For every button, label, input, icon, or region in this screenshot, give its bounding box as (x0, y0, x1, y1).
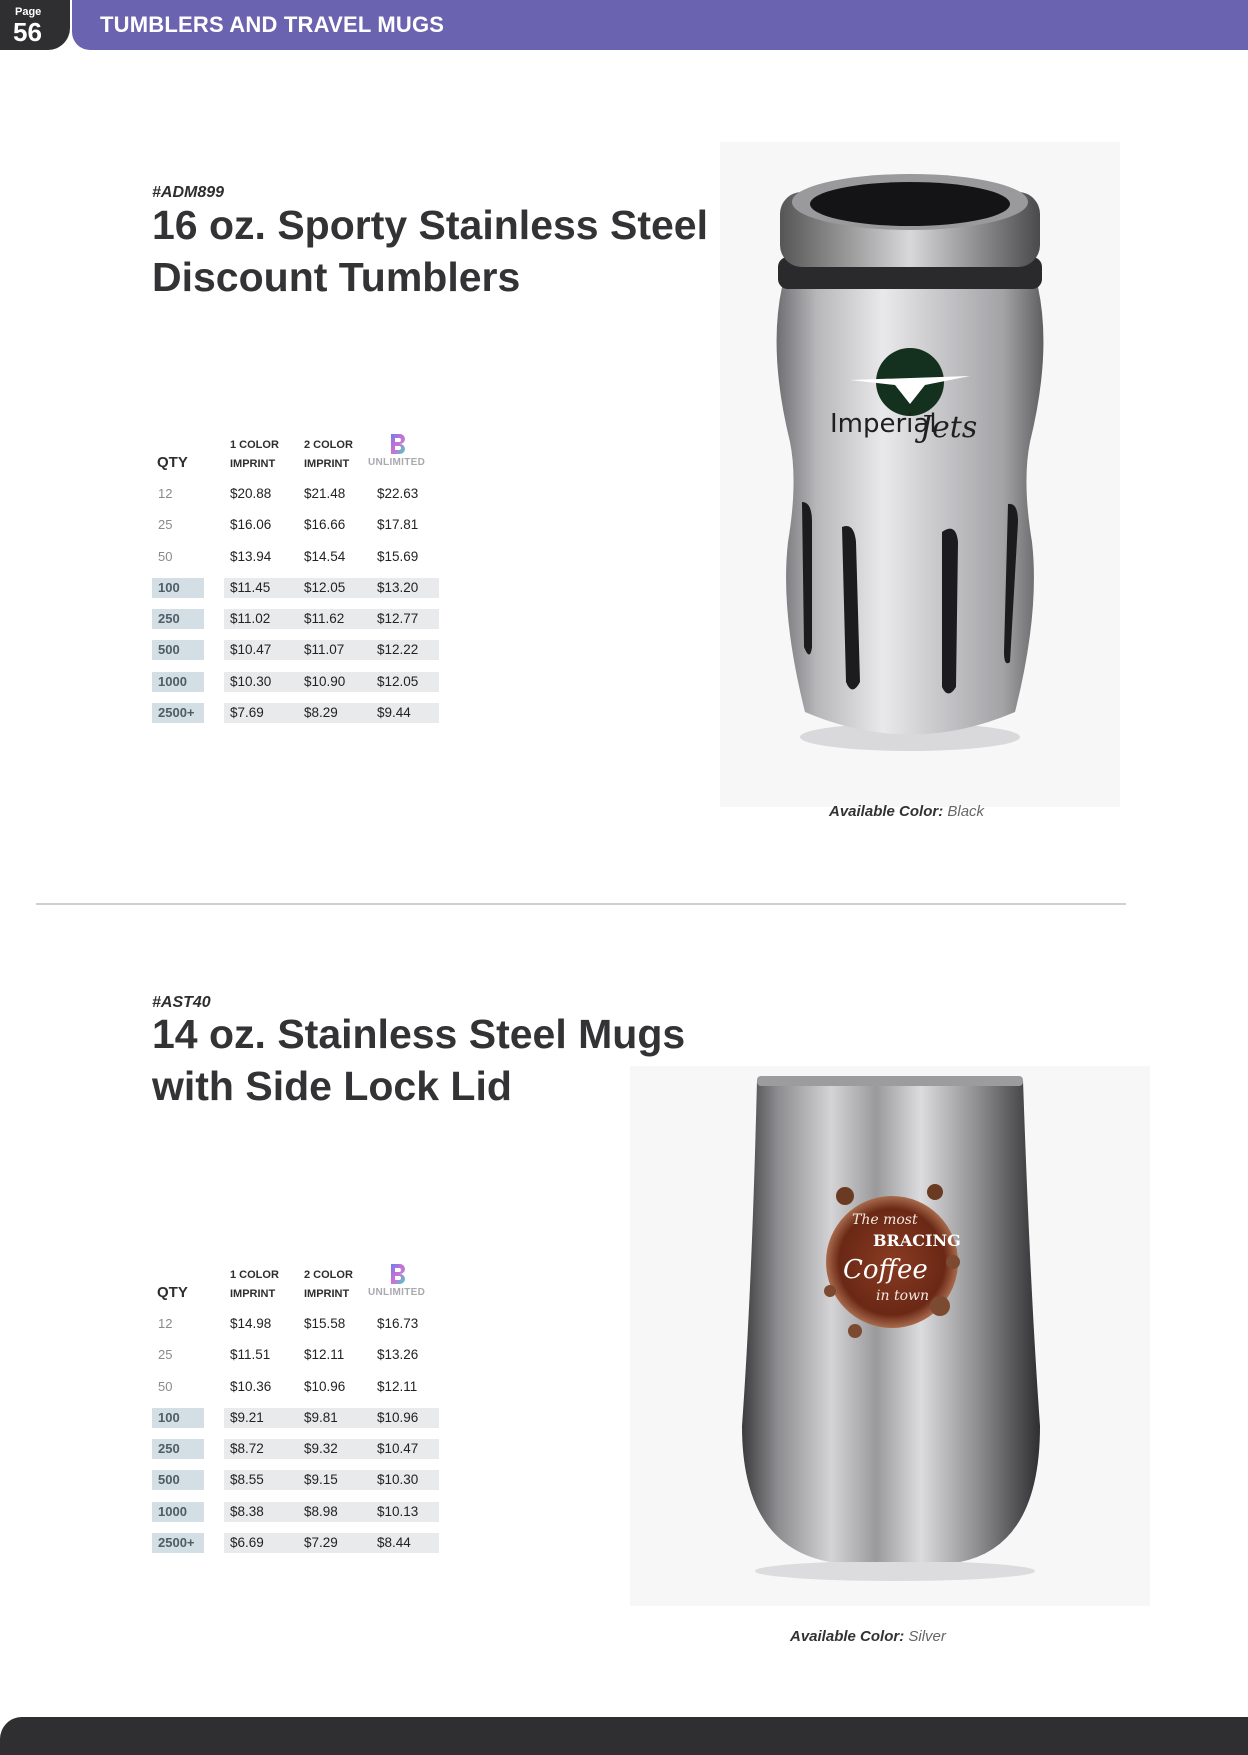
price-1-color: $16.06 (230, 517, 272, 533)
price-2-color: $10.96 (304, 1378, 346, 1394)
price-cells (224, 1470, 439, 1490)
price-unlimited: $22.63 (377, 486, 419, 501)
available-color (829, 803, 984, 820)
qty-header: QTY (157, 454, 188, 471)
price-cells (224, 1533, 439, 1553)
qty-cell: 100 (152, 578, 204, 598)
price-cells (224, 672, 439, 692)
price-1-color: $11.45 (230, 579, 271, 595)
unlimited-logo (368, 433, 438, 475)
price-row (152, 1496, 452, 1527)
price-table-header (152, 432, 452, 478)
col-header-text: IMPRINT (304, 458, 350, 470)
section-divider (36, 903, 1126, 905)
col-header-text: IMPRINT (230, 458, 276, 470)
price-2-color: $9.15 (304, 1472, 338, 1488)
qty-cell: 25 (158, 1347, 173, 1363)
product-image (630, 1066, 1150, 1606)
price-cells (224, 1314, 439, 1334)
price-cells (224, 1377, 439, 1397)
price-row (152, 509, 452, 540)
price-1-color: $14.98 (230, 1316, 272, 1331)
imprint-imperial-text: Imperial (830, 409, 937, 439)
price-2-color: $9.32 (304, 1441, 338, 1457)
price-1-color: $10.47 (230, 642, 272, 658)
col-header-text: 2 COLOR (304, 1269, 353, 1281)
imprint-the-most-text: The most (852, 1212, 918, 1228)
price-cells (224, 484, 439, 504)
price-unlimited: $8.44 (377, 1535, 411, 1551)
price-row (152, 697, 452, 728)
col-header-2-color (304, 1266, 353, 1304)
price-unlimited: $13.26 (377, 1347, 419, 1363)
price-2-color: $10.90 (304, 673, 346, 689)
product-title-line: with Side Lock Lid (152, 1063, 512, 1109)
price-2-color: $7.29 (304, 1535, 338, 1551)
price-2-color: $21.48 (304, 486, 346, 501)
col-header-1-color (230, 1266, 279, 1304)
price-1-color: $9.21 (230, 1409, 264, 1425)
qty-cell: 500 (152, 640, 204, 660)
price-2-color: $8.98 (304, 1503, 338, 1519)
price-table (152, 1262, 452, 1558)
footer-bar (0, 1717, 1248, 1755)
available-color-label: Available Color: (790, 1628, 905, 1645)
qty-cell: 50 (158, 548, 173, 564)
price-row (152, 603, 452, 634)
unlimited-b-icon (388, 433, 406, 455)
price-unlimited: $13.20 (377, 579, 419, 595)
price-cells (224, 1408, 439, 1428)
unlimited-logo-text: UNLIMITED (368, 457, 426, 468)
price-2-color: $12.11 (304, 1347, 345, 1363)
unlimited-logo-text: UNLIMITED (368, 1287, 426, 1298)
col-header-2-color (304, 436, 353, 474)
price-unlimited: $12.22 (377, 642, 419, 658)
qty-cell: 50 (158, 1378, 173, 1394)
qty-header: QTY (157, 1284, 188, 1301)
unlimited-logo (368, 1263, 438, 1305)
qty-cell: 12 (158, 1316, 173, 1331)
available-color-value: Silver (908, 1628, 946, 1645)
price-1-color: $20.88 (230, 486, 272, 501)
price-1-color: $13.94 (230, 548, 272, 564)
qty-cell: 100 (152, 1408, 204, 1428)
qty-cell: 25 (158, 517, 173, 533)
price-unlimited: $16.73 (377, 1316, 419, 1331)
col-header-1-color (230, 436, 279, 474)
product-title-line: Discount Tumblers (152, 254, 521, 300)
product-sku: #AST40 (152, 994, 211, 1011)
price-1-color: $11.51 (230, 1347, 271, 1363)
mug-illustration (630, 1066, 1150, 1606)
price-1-color: $6.69 (230, 1535, 264, 1551)
price-2-color: $12.05 (304, 579, 346, 595)
qty-cell: 1000 (152, 672, 204, 692)
price-cells (224, 515, 439, 535)
price-1-color: $11.02 (230, 611, 271, 627)
price-row (152, 1527, 452, 1558)
tumbler-illustration (720, 142, 1120, 807)
price-unlimited: $10.96 (377, 1409, 419, 1425)
imprint-bracing-text: BRACING (873, 1231, 961, 1250)
page-number: 56 (13, 17, 42, 47)
product-title-line: 16 oz. Sporty Stainless Steel (152, 202, 708, 248)
price-2-color: $11.07 (304, 642, 345, 658)
price-1-color: $8.38 (230, 1503, 264, 1519)
price-unlimited: $17.81 (377, 517, 419, 533)
price-row (152, 1308, 452, 1339)
product-title-line: 14 oz. Stainless Steel Mugs (152, 1011, 686, 1057)
price-unlimited: $15.69 (377, 548, 419, 564)
price-2-color: $15.58 (304, 1316, 346, 1331)
imprint-jets-text: Jets (920, 410, 978, 445)
price-unlimited: $9.44 (377, 705, 411, 721)
price-cells (224, 547, 439, 567)
price-2-color: $11.62 (304, 611, 345, 627)
price-cells (224, 609, 439, 629)
page-label: Page (15, 6, 42, 18)
qty-cell: 1000 (152, 1502, 204, 1522)
available-color-value: Black (947, 803, 985, 820)
price-row (152, 666, 452, 697)
price-1-color: $8.55 (230, 1472, 264, 1488)
price-unlimited: $12.11 (377, 1378, 418, 1394)
price-row (152, 1339, 452, 1370)
price-unlimited: $10.13 (377, 1503, 419, 1519)
imprint-coffee-text: Coffee (843, 1255, 928, 1285)
price-row (152, 1371, 452, 1402)
price-2-color: $14.54 (304, 548, 346, 564)
col-header-text: IMPRINT (230, 1288, 276, 1300)
price-1-color: $10.30 (230, 673, 272, 689)
product-title (152, 199, 732, 303)
col-header-text: IMPRINT (304, 1288, 350, 1300)
col-header-text: 1 COLOR (230, 1269, 279, 1281)
price-unlimited: $12.77 (377, 611, 419, 627)
section-title: TUMBLERS AND TRAVEL MUGS (100, 12, 445, 37)
price-cells (224, 1345, 439, 1365)
price-2-color: $9.81 (304, 1409, 338, 1425)
price-unlimited: $12.05 (377, 673, 419, 689)
price-row (152, 1433, 452, 1464)
price-table-header (152, 1262, 452, 1308)
qty-cell: 250 (152, 609, 204, 629)
price-2-color: $8.29 (304, 705, 338, 721)
price-cells (224, 640, 439, 660)
price-cells (224, 1439, 439, 1459)
qty-cell: 500 (152, 1470, 204, 1490)
section-header-bar (72, 0, 1248, 50)
price-cells (224, 703, 439, 723)
price-cells (224, 1502, 439, 1522)
col-header-text: 2 COLOR (304, 439, 353, 451)
price-2-color: $16.66 (304, 517, 346, 533)
col-header-text: 1 COLOR (230, 439, 279, 451)
price-1-color: $7.69 (230, 705, 264, 721)
qty-cell: 2500+ (152, 703, 204, 723)
imprint-in-town-text: in town (876, 1288, 929, 1304)
qty-cell: 2500+ (152, 1533, 204, 1553)
price-row (152, 1402, 452, 1433)
price-row (152, 541, 452, 572)
product-image (720, 142, 1120, 807)
price-cells (224, 578, 439, 598)
unlimited-b-icon (388, 1263, 406, 1285)
price-table (152, 432, 452, 728)
available-color-label: Available Color: (829, 803, 944, 820)
price-unlimited: $10.30 (377, 1472, 419, 1488)
price-1-color: $8.72 (230, 1441, 264, 1457)
qty-cell: 12 (158, 486, 173, 501)
price-row (152, 478, 452, 509)
price-rows (152, 478, 452, 728)
price-row (152, 572, 452, 603)
price-row (152, 634, 452, 665)
price-rows (152, 1308, 452, 1558)
price-1-color: $10.36 (230, 1378, 272, 1394)
price-row (152, 1464, 452, 1495)
qty-cell: 250 (152, 1439, 204, 1459)
price-unlimited: $10.47 (377, 1441, 419, 1457)
available-color (790, 1628, 946, 1645)
page-number-tab (0, 0, 70, 50)
product-sku: #ADM899 (152, 184, 225, 201)
